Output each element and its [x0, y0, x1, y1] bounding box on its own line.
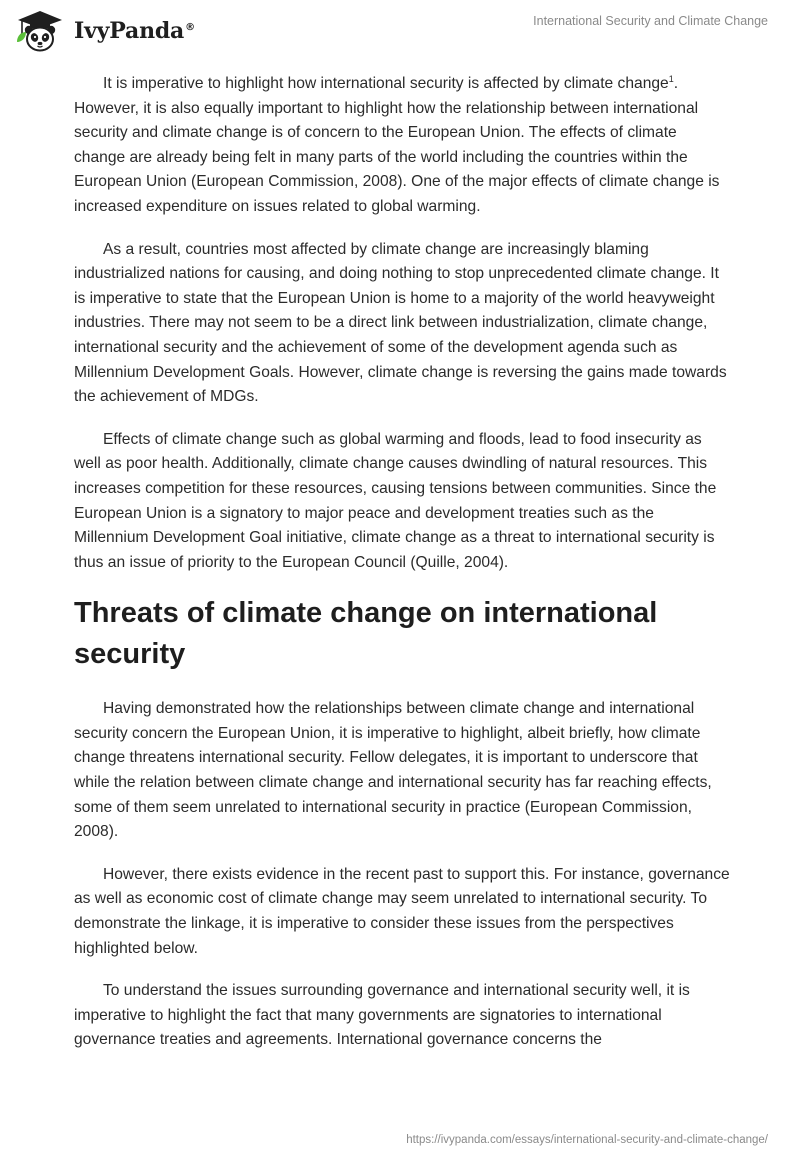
brand-name: IvyPanda®: [74, 18, 195, 44]
brand-logo-link[interactable]: [14, 8, 195, 54]
footnote-reference[interactable]: 1: [668, 73, 674, 84]
panda-logo-icon: [14, 8, 66, 54]
section-heading: Threats of climate change on international security: [74, 597, 658, 671]
essay-body: [74, 72, 730, 1071]
document-title: International Security and Climate Change: [533, 14, 768, 28]
page-header: [0, 0, 800, 62]
paragraph-2: As a result, countries most affected by climate change are increasingly blaming industrialized nations for causing, and doing nothing to stop unprecedented climate change. It is imperative to state that the European Union is home to a majority of the world heavyweight industries. There may not seem to be a direct link between industrialization, climate change, international security and the achievement of some of the development agenda such as Millennium Development Goals. However, climate change is reversing the gains made towards the achievement of MDGs.: [74, 240, 727, 406]
paragraph-3: Effects of climate change such as global warming and floods, lead to food insecurity as well as poor health. Additionally, climate change causes dwindling of natural resources. This increases competition for these resources, causing tensions between communities. Since the European Union is a signatory to major peace and development treaties such as the Millennium Development Goal initiative, climate change as a threat to international security is thus an issue of priority to the European Council (Quille, 2004).: [74, 430, 717, 571]
paragraph-4: Having demonstrated how the relationships between climate change and international security concern the European Union, it is imperative to highlight, albeit briefly, how climate change threatens international security. Fellow delegates, it is important to underscore that while the relation between climate change and international security has far reaching effects, some of them seem unrelated to international security in practice (European Commission, 2008).: [74, 700, 712, 841]
paragraph-1: It is imperative to highlight how international security is affected by climate change$^1$. However, it is also equally important to highlight how the relationship between international security and climate change is of concern to the European Union. The effects of climate change are already being felt in many parts of the world including the countries within the European Union (European Commission, 2008). One of the major effects of climate change is increased expenditure on issues related to global warming.: [74, 73, 720, 215]
paragraph-6: To understand the issues surrounding governance and international security well, it is imperative to highlight the fact that many governments are signatories to international governance treaties and agreements. International governance concerns the: [74, 982, 690, 1049]
paragraph-5: However, there exists evidence in the recent past to support this. For instance, governance as well as economic cost of climate change may seem unrelated to international security. To demonstrate the linkage, it is imperative to consider these issues from the perspectives highlighted below.: [74, 865, 730, 957]
source-url-link[interactable]: https://ivypanda.com/essays/international-security-and-climate-change/: [406, 1134, 768, 1146]
